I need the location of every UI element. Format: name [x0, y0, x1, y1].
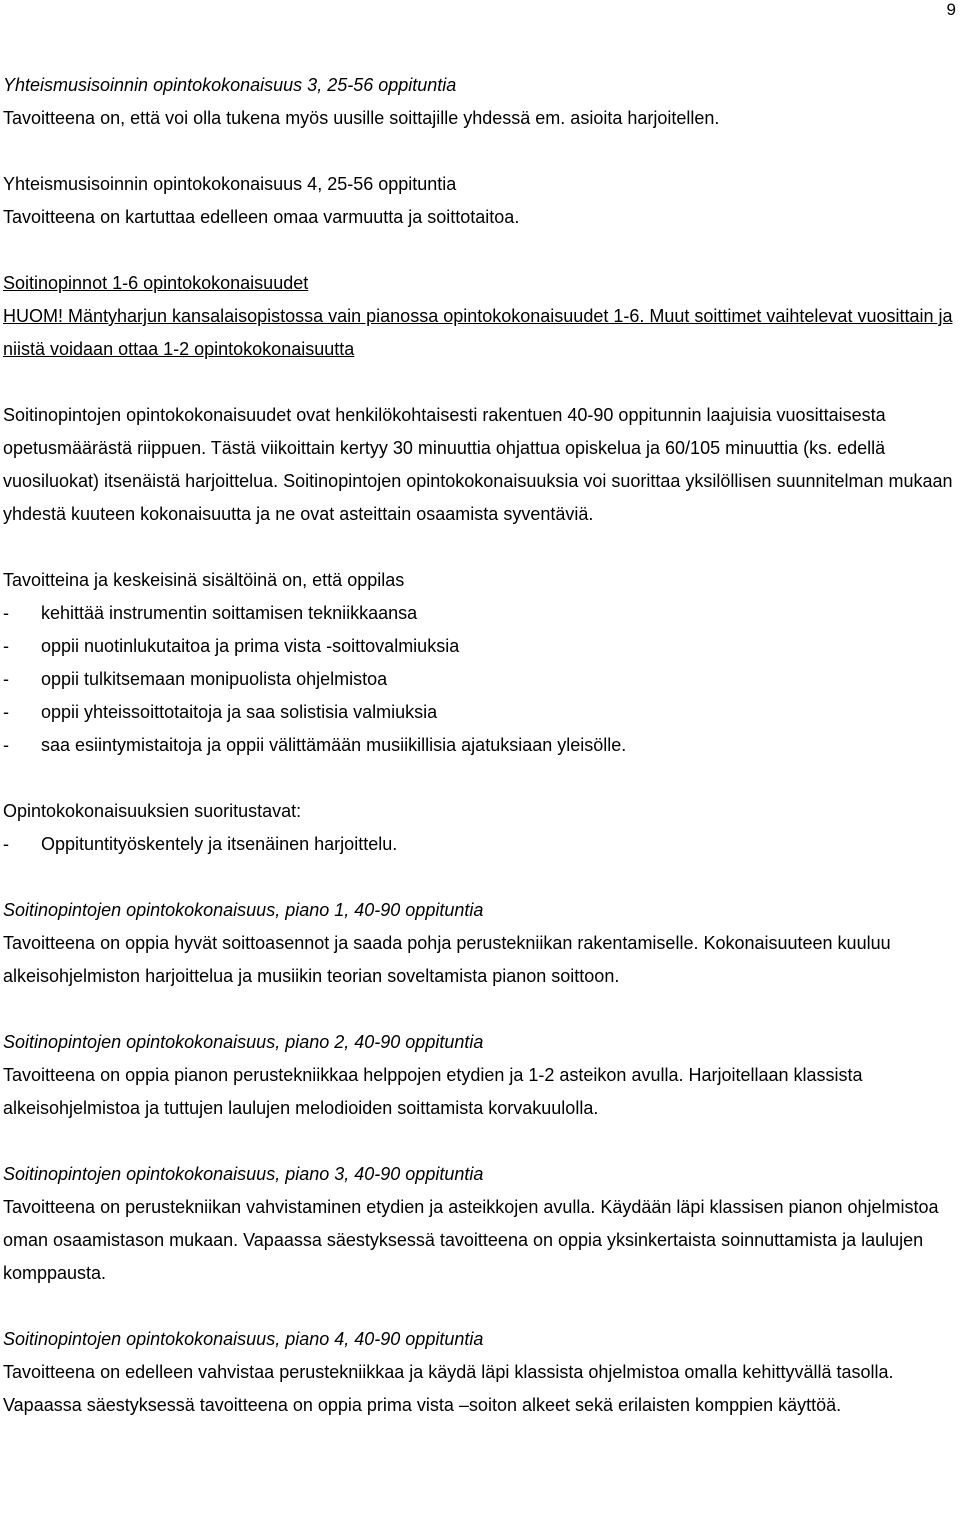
list-item: - oppii yhteissoittotaitoja ja saa solistisia valmiuksia	[3, 702, 438, 722]
instrument-studies-description: Soitinopintojen opintokokonaisuudet ovat henkilökohtaisesti rakentuen 40-90 oppitunnin laajuisia vuosittaisesta opetusmäärästä riippuen. Tästä viikoittain kertyy 30 minuuttia ohjattua opiskelua ja 60/105 minuuttia (ks. edellä vuosiluokat) itsenäistä harjoittelua. Soitinopintojen opintokokonaisuuksia voi suorittaa yksilöllisen suunnitelman mukaan yhdestä kuuteen kokonaisuutta ja ne ovat asteittain osaamista syventäviä.	[3, 405, 953, 524]
section-text-ensemble-3: Tavoitteena on, että voi olla tukena myös uusille soittajille yhdessä em. asioita harjoitellen.	[3, 108, 720, 128]
section-heading-instrument-studies: Soitinopinnot 1-6 opintokokonaisuudet	[3, 273, 309, 293]
list-item: - oppii tulkitsemaan monipuolista ohjelmistoa	[3, 669, 388, 689]
section-heading-ensemble-4: Yhteismusisoinnin opintokokonaisuus 4, 25-56 oppituntia	[3, 174, 457, 194]
section-heading-ensemble-3: Yhteismusisoinnin opintokokonaisuus 3, 25-56 oppituntia	[3, 75, 457, 95]
section-text-piano-4: Tavoitteena on edelleen vahvistaa perustekniikkaa ja käydä läpi klassista ohjelmistoa omalla kehittyvällä tasolla. Vapaassa säestyksessä tavoitteena on oppia prima vista –soiton alkeet sekä erilaisten komppien käyttöä.	[3, 1362, 894, 1415]
document-body	[3, 69, 958, 1422]
section-text-ensemble-4: Tavoitteena on kartuttaa edelleen omaa varmuutta ja soittotaitoa.	[3, 207, 520, 227]
list-item: - oppii nuotinlukutaitoa ja prima vista -soittovalmiuksia	[3, 636, 460, 656]
section-heading-piano-2: Soitinopintojen opintokokonaisuus, piano 2, 40-90 oppituntia	[3, 1032, 484, 1052]
section-heading-piano-4: Soitinopintojen opintokokonaisuus, piano 4, 40-90 oppituntia	[3, 1329, 484, 1349]
section-text-piano-2: Tavoitteena on oppia pianon perustekniikkaa helppojen etydien ja 1-2 asteikon avulla. Harjoitellaan klassista alkeisohjelmistoa ja tuttujen laulujen melodioiden soittamista korvakuulolla.	[3, 1065, 863, 1118]
section-heading-piano-1: Soitinopintojen opintokokonaisuus, piano 1, 40-90 oppituntia	[3, 900, 484, 920]
section-text-piano-3: Tavoitteena on perustekniikan vahvistaminen etydien ja asteikkojen avulla. Käydään läpi klassisen pianon ohjelmistoa oman osaamistason mukaan. Vapaassa säestyksessä tavoitteena on oppia yksinkertaista soinnuttamista ja laulujen komppausta.	[3, 1197, 939, 1283]
methods-intro: Opintokokonaisuuksien suoritustavat:	[3, 801, 302, 821]
page-number: 9	[946, 0, 956, 19]
list-item: - Oppituntityöskentely ja itsenäinen harjoittelu.	[3, 834, 398, 854]
list-item: - saa esiintymistaitoja ja oppii välittämään musiikillisia ajatuksiaan yleisölle.	[3, 735, 627, 755]
instrument-studies-note: HUOM! Mäntyharjun kansalaisopistossa vain pianossa opintokokonaisuudet 1-6. Muut soittimet vaihtelevat vuosittain ja niistä voidaan ottaa 1-2 opintokokonaisuutta	[3, 306, 953, 359]
list-item: - kehittää instrumentin soittamisen tekniikkaansa	[3, 603, 418, 623]
section-text-piano-1: Tavoitteena on oppia hyvät soittoasennot ja saada pohja perustekniikan rakentamiselle. Kokonaisuuteen kuuluu alkeisohjelmiston harjoittelua ja musiikin teorian soveltamista pianon soittoon.	[3, 933, 891, 986]
goals-intro: Tavoitteina ja keskeisinä sisältöinä on, että oppilas	[3, 570, 405, 590]
methods-list	[3, 828, 958, 861]
goals-list	[3, 597, 958, 762]
section-heading-piano-3: Soitinopintojen opintokokonaisuus, piano 3, 40-90 oppituntia	[3, 1164, 484, 1184]
